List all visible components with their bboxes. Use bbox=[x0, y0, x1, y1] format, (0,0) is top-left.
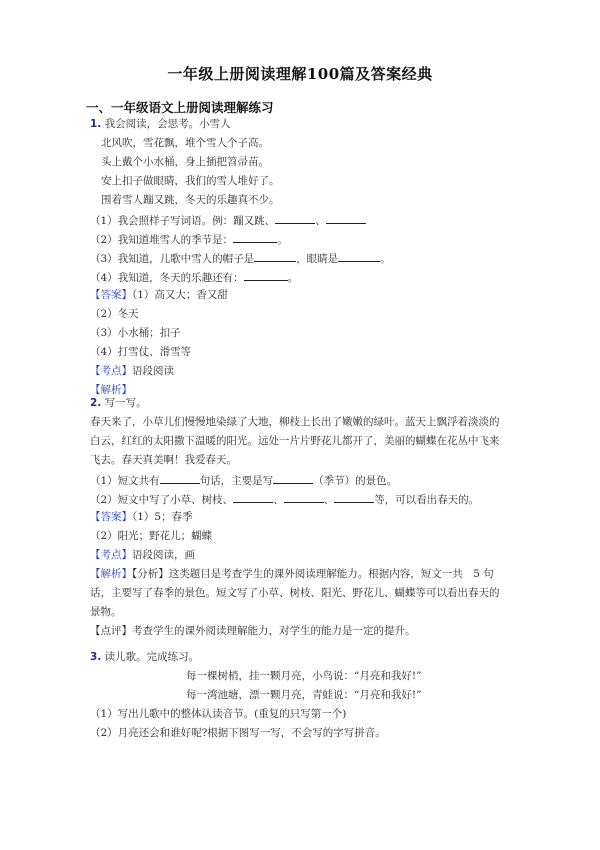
answer-blank[interactable] bbox=[275, 212, 315, 224]
analysis-line: 话，主要写了春季的景色。短文写了小草、树枝、阳光、野花儿、蝴蝶等可以看出春天的 bbox=[90, 587, 500, 599]
answer-blank[interactable] bbox=[326, 212, 366, 224]
answer-blank[interactable] bbox=[244, 269, 288, 281]
answer-line: （4）打雪仗、滑雪等 bbox=[90, 346, 192, 358]
question-item: （2）月亮还会和谁好呢?根据下图写一写，不会写的字写拼音。 bbox=[90, 727, 386, 739]
passage-line: 北风吹，雪花飘，堆个雪人个子高。 bbox=[101, 137, 269, 149]
question-item: （2）我知道堆雪人的季节是： 。 bbox=[90, 231, 288, 247]
analysis-sub-label: 【分析】 bbox=[132, 568, 169, 580]
question-item: （1）写出儿歌中的整体认读音节。(重复的只写第一个) bbox=[90, 708, 347, 720]
passage-line: 安上扣子做眼睛，我们的雪人堆好了。 bbox=[101, 175, 280, 187]
point-label: 【考点】 bbox=[90, 365, 132, 377]
section-heading: 一、一年级语文上册阅读理解练习 bbox=[86, 100, 274, 115]
question-2-header bbox=[90, 396, 147, 410]
analysis-line: 景物。 bbox=[90, 606, 122, 618]
question-prompt: 我会阅读，会思考。小雪人 bbox=[104, 118, 231, 130]
answer-label: 【答案】 bbox=[90, 289, 132, 301]
point-label: 【考点】 bbox=[90, 549, 132, 561]
question-item: （3）我知道，儿歌中雪人的帽子是 ，眼睛是 。 bbox=[90, 250, 391, 266]
question-number: 1. bbox=[90, 118, 102, 130]
answer-line: 【答案】（1）5；春季 bbox=[90, 511, 193, 523]
passage-line: 围着雪人蹦又跳，冬天的乐趣真不少。 bbox=[101, 194, 280, 206]
question-3-header bbox=[90, 650, 199, 664]
comment-label: 【点评】 bbox=[90, 625, 132, 637]
analysis-label: 【解析】 bbox=[90, 384, 132, 396]
question-number: 3. bbox=[90, 651, 102, 663]
answer-blank[interactable] bbox=[284, 491, 324, 503]
analysis-line bbox=[90, 383, 132, 397]
answer-line: （2）阳光；野花儿；蝴蝶 bbox=[90, 530, 213, 542]
question-prompt: 写一写。 bbox=[104, 397, 147, 409]
point-line: 【考点】语段阅读，画 bbox=[90, 549, 195, 561]
answer-blank[interactable] bbox=[273, 472, 313, 484]
answer-line: （2）冬天 bbox=[90, 308, 139, 320]
poem-line: 每一棵树梢，挂一颗月亮，小鸟说：“月亮和我好!” bbox=[186, 670, 422, 682]
answer-label: 【答案】 bbox=[90, 511, 132, 523]
point-line: 【考点】语段阅读 bbox=[90, 365, 174, 377]
poem-line: 每一湾池塘，漂一颗月亮，青蛙说：“月亮和我好!” bbox=[186, 689, 422, 701]
answer-blank[interactable] bbox=[233, 491, 273, 503]
question-item: （1）我会照样子写词语。例：蹦又跳、 、 bbox=[90, 212, 366, 228]
answer-blank[interactable] bbox=[334, 491, 374, 503]
answer-line: 【答案】（1）高又大；香又甜 bbox=[90, 289, 228, 301]
question-prompt: 读儿歌。完成练习。 bbox=[104, 651, 200, 663]
analysis-label: 【解析】 bbox=[90, 568, 132, 580]
document-title: 一年级上册阅读理解100篇及答案经典 bbox=[167, 65, 433, 83]
comment-line: 【点评】考查学生的课外阅读理解能力，对学生的能力是一定的提升。 bbox=[90, 625, 416, 637]
answer-blank[interactable] bbox=[160, 472, 200, 484]
passage-line: 头上戴个小水桶，身上插把笤帚苗。 bbox=[101, 156, 269, 168]
analysis-line: 【解析】【分析】这类题目是考查学生的课外阅读理解能力。根据内容，短文一共 5 句 bbox=[90, 568, 494, 580]
question-item: （4）我知道，冬天的乐趣还有： 。 bbox=[90, 269, 298, 285]
passage-line: 春天来了，小草儿们慢慢地染绿了大地，柳枝上长出了嫩嫩的绿叶。蓝天上飘浮着淡淡的 bbox=[90, 416, 500, 428]
question-1-header bbox=[90, 117, 231, 131]
answer-line: （3）小水桶；扣子 bbox=[90, 327, 181, 339]
answer-blank[interactable] bbox=[338, 250, 380, 262]
answer-blank[interactable] bbox=[254, 250, 296, 262]
passage-line: 白云，红红的太阳撒下温暖的阳光。远处一片片野花儿都开了，美丽的蝴蝶在花丛中飞来 bbox=[90, 435, 500, 447]
question-number: 2. bbox=[90, 397, 102, 409]
answer-blank[interactable] bbox=[233, 231, 277, 243]
passage-line: 飞去。春天真美啊！我爱春天。 bbox=[90, 454, 237, 466]
question-item: （2）短文中写了小草、树枝、 、 、 等，可以看出春天的。 bbox=[90, 491, 479, 507]
question-item: （1）短文共有 句话，主要是写 （季节）的景色。 bbox=[90, 472, 397, 488]
